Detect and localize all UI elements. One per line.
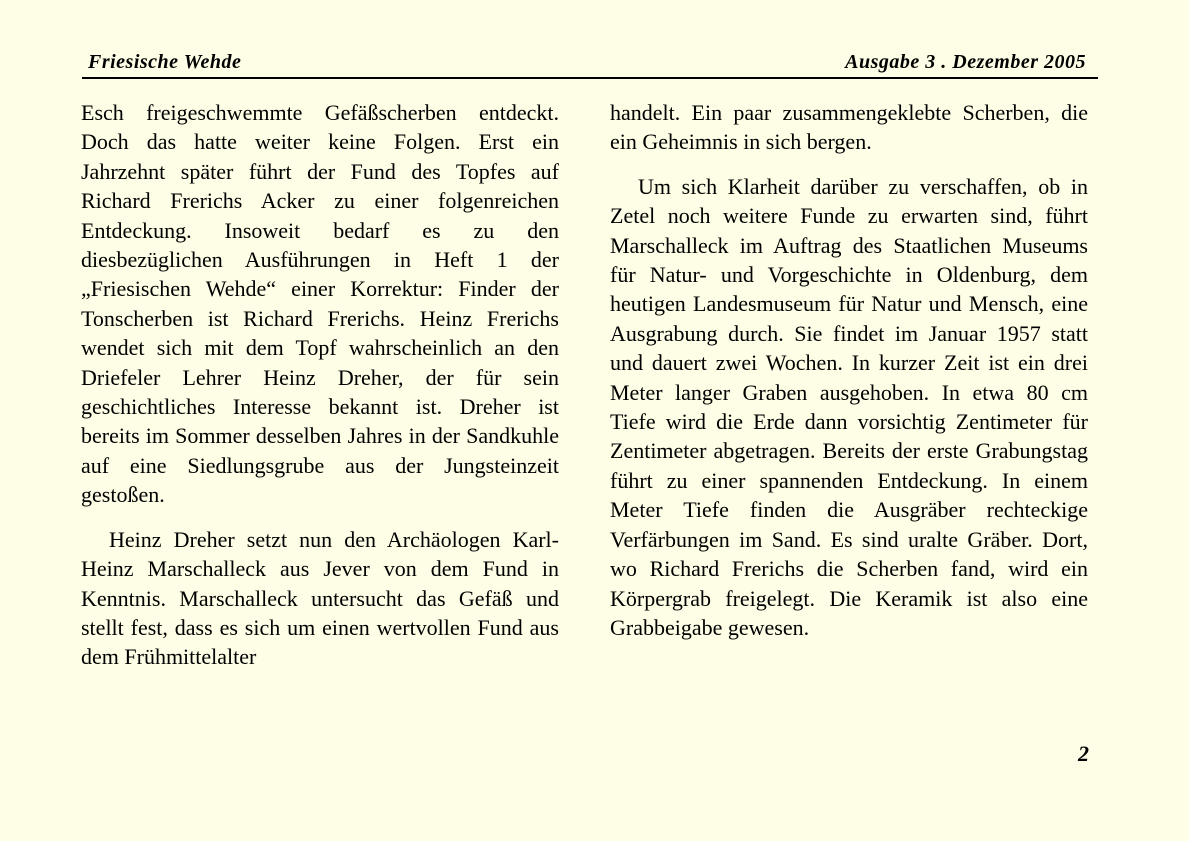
left-paragraph-2: Heinz Dreher setzt nun den Archäologen Karl-Heinz Marschalleck aus Jever von dem Fund in Kenntnis. Marschalleck untersucht das Gefäß und stellt fest, dass es sich um einen wertvollen Fund aus dem Frühmittelalter (81, 526, 559, 670)
left-column (81, 98, 559, 672)
left-paragraph-1: Esch freigeschwemmte Gefäßscherben entdeckt. Doch das hatte weiter keine Folgen. Erst ein Jahrzehnt später führt der Fund des Topfes auf Richard Frerichs Acker zu einer folgenreichen Entdeckung. Insoweit bedarf es zu den diesbezüglichen Ausführungen in Heft 1 der „Friesischen Wehde“ einer Korrektur: Finder der Tonscherben ist Richard Frerichs. Heinz Frerichs wendet sich mit dem Topf wahrscheinlich an den Driefeler Lehrer Heinz Dreher, der für sein geschichtliches Interesse bekannt ist. Dreher ist bereits im Sommer desselben Jahres in der Sandkuhle auf eine Siedlungsgrube aus der Jungsteinzeit gestoßen. (81, 100, 559, 508)
right-paragraph-2: Um sich Klarheit darüber zu verschaffen, ob in Zetel noch weitere Funde zu erwarten sind, führt Marschalleck im Auftrag des Staatlichen Museums für Natur- und Vorgeschichte in Oldenburg, dem heutigen Landesmuseum für Natur und Mensch, eine Ausgrabung durch. Sie findet im Januar 1957 statt und dauert zwei Wochen. In kurzer Zeit ist ein drei Meter langer Graben ausgehoben. In etwa 80 cm Tiefe wird die Erde dann vorsichtig Zentimeter für Zentimeter abgetragen. Bereits der erste Grabungstag führt zu einer spannenden Entdeckung. In einem Meter Tiefe finden die Ausgräber rechteckige Verfärbungen im Sand. Es sind uralte Gräber. Dort, wo Richard Frerichs die Scherben fand, wird ein Körpergrab freigelegt. Die Keramik ist also eine Grabbeigabe gewesen. (610, 173, 1088, 640)
page-header (82, 47, 1098, 79)
right-column (610, 98, 1088, 642)
page-number: 2 (1078, 741, 1089, 766)
right-paragraph-1: handelt. Ein paar zusammengeklebte Scherben, die ein Geheimnis in sich bergen. (610, 100, 1088, 155)
publication-title: Friesische Wehde (88, 51, 242, 73)
issue-info: Ausgabe 3 . Dezember 2005 (845, 51, 1086, 73)
